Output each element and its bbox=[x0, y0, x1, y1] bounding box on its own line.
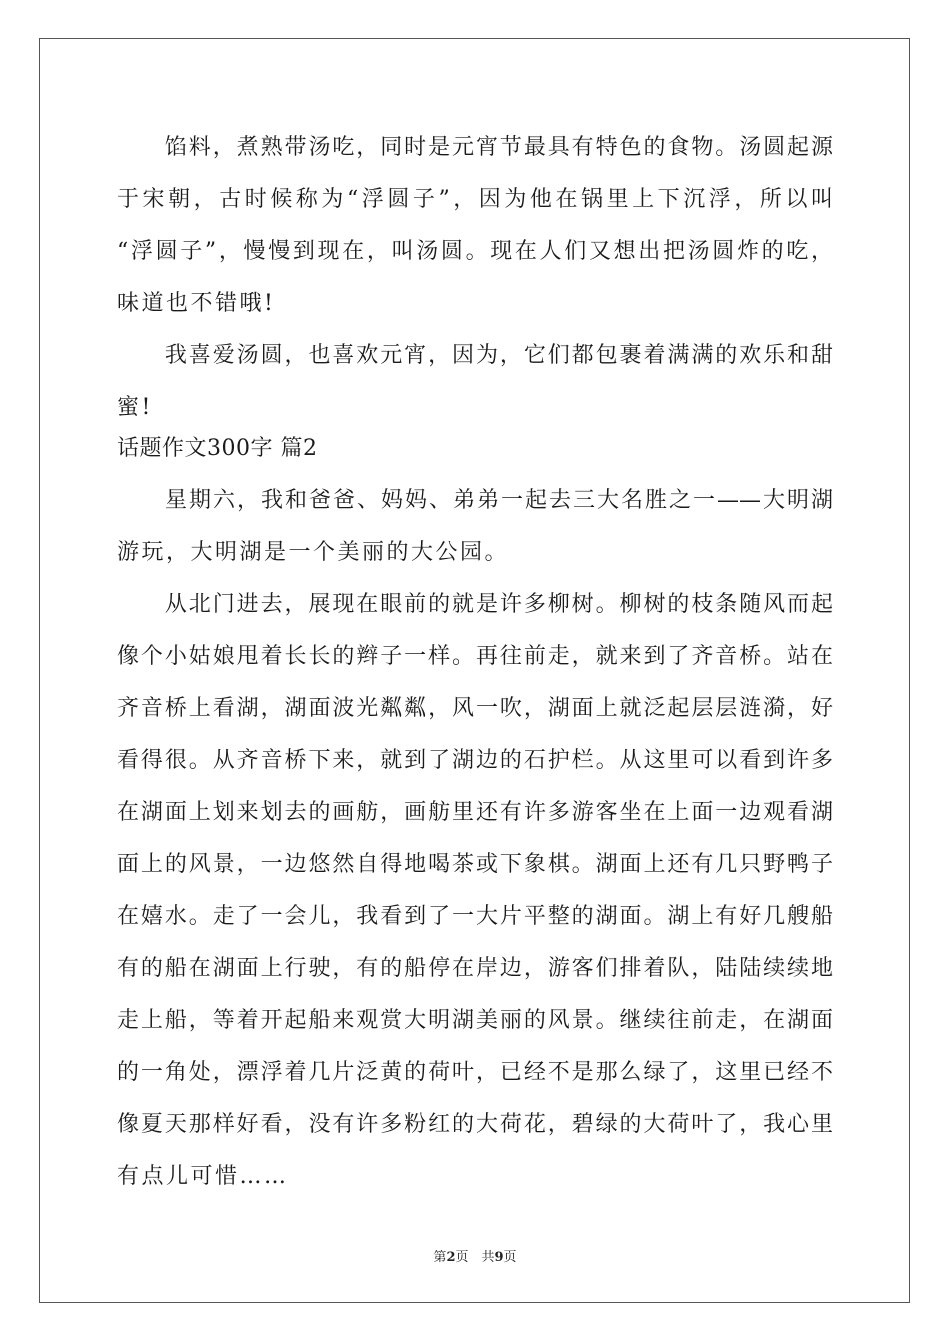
text-line: 馅料，煮熟带汤吃，同时是元宵节最具有特色的食物。汤圆起源 bbox=[117, 135, 833, 160]
current-page-number: 2 bbox=[446, 1250, 456, 1265]
footer-prefix: 第 bbox=[433, 1250, 447, 1265]
text-line: 看得很。从齐音桥下来，就到了湖边的石护栏。从这里可以看到许多 bbox=[117, 748, 833, 773]
text-line: 星期六，我和爸爸、妈妈、弟弟一起去三大名胜之一——大明湖 bbox=[117, 488, 833, 513]
text-line: 从北门进去，展现在眼前的就是许多柳树。柳树的枝条随风而起 bbox=[117, 592, 833, 617]
footer-suffix: 页 bbox=[503, 1250, 517, 1265]
text-line: 像个小姑娘甩着长长的辫子一样。再往前走，就来到了齐音桥。站在 bbox=[117, 644, 833, 669]
page-footer bbox=[0, 1246, 950, 1265]
text-line: 齐音桥上看湖，湖面波光粼粼，风一吹，湖面上就泛起层层涟漪，好 bbox=[117, 696, 833, 721]
text-line: 味道也不错哦! bbox=[117, 291, 276, 316]
text-line: 的一角处，漂浮着几片泛黄的荷叶，已经不是那么绿了，这里已经不 bbox=[117, 1060, 833, 1085]
text-line: 像夏天那样好看，没有许多粉红的大荷花，碧绿的大荷叶了，我心里 bbox=[117, 1112, 833, 1137]
total-pages-number: 9 bbox=[494, 1250, 504, 1265]
text-line: 在湖面上划来划去的画舫，画舫里还有许多游客坐在上面一边观看湖 bbox=[117, 800, 833, 825]
text-line: 面上的风景，一边悠然自得地喝茶或下象棋。湖面上还有几只野鸭子 bbox=[117, 852, 833, 877]
text-line: 我喜爱汤圆，也喜欢元宵，因为，它们都包裹着满满的欢乐和甜 bbox=[117, 343, 833, 368]
text-line: “浮圆子”，慢慢到现在，叫汤圆。现在人们又想出把汤圆炸的吃， bbox=[117, 239, 833, 264]
text-line: 在嬉水。走了一会儿，我看到了一大片平整的湖面。湖上有好几艘船 bbox=[117, 904, 833, 929]
text-line: 于宋朝，古时候称为“浮圆子”，因为他在锅里上下沉浮，所以叫 bbox=[117, 187, 833, 212]
text-line: 有的船在湖面上行驶，有的船停在岸边，游客们排着队，陆陆续续地 bbox=[117, 956, 833, 981]
footer-middle: 页 共 bbox=[455, 1250, 495, 1265]
text-line: 蜜! bbox=[117, 395, 153, 420]
section-heading: 话题作文300字 篇2 bbox=[117, 436, 318, 461]
text-line: 有点儿可惜…… bbox=[117, 1164, 289, 1189]
text-line: 走上船，等着开起船来观赏大明湖美丽的风景。继续往前走，在湖面 bbox=[117, 1008, 833, 1033]
text-line: 游玩，大明湖是一个美丽的大公园。 bbox=[117, 540, 510, 565]
